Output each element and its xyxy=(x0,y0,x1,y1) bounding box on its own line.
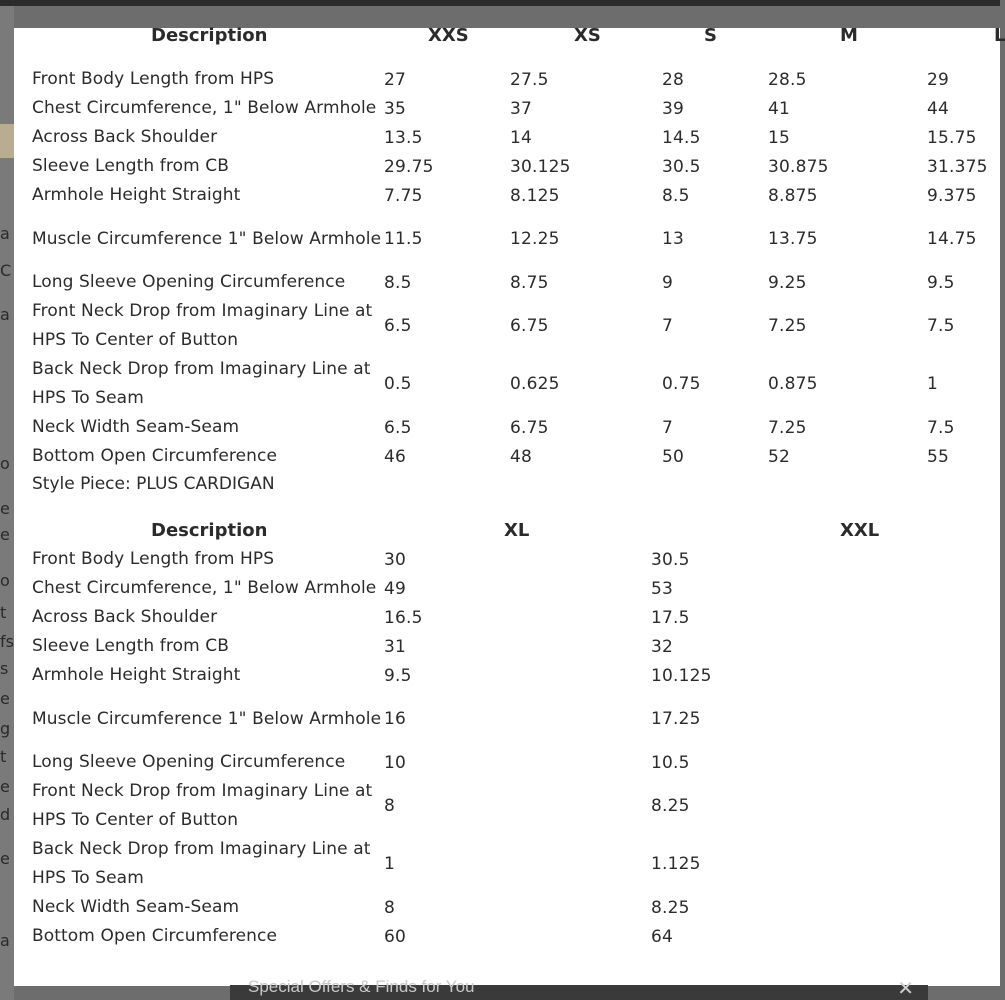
measurement-value: 13.5 xyxy=(384,127,423,148)
measurement-value: 1 xyxy=(384,854,396,874)
measurement-value: 6.75 xyxy=(510,316,549,336)
measurement-value: 13 xyxy=(662,229,685,249)
table-row xyxy=(14,210,1000,268)
measurement-value: 6.5 xyxy=(384,316,412,336)
measurement-value: 41 xyxy=(768,98,791,119)
background-text-fragment: e xyxy=(0,777,10,796)
column-header-description: Description xyxy=(151,25,268,46)
measurement-value: 8.25 xyxy=(651,897,690,918)
measurement-value: 14 xyxy=(510,127,533,148)
background-text-fragment: a xyxy=(0,224,10,243)
measurement-description: Back Neck Drop from Imaginary Line at HPS To Seam xyxy=(32,359,371,408)
measurement-description: Chest Circumference, 1" Below Armhole xyxy=(32,98,377,118)
background-text-fragment: g xyxy=(0,719,11,738)
measurement-value: 8.875 xyxy=(768,185,818,206)
measurement-value: 6.75 xyxy=(510,417,549,438)
measurement-value: 13.75 xyxy=(768,229,818,249)
measurement-value: 6.5 xyxy=(384,417,412,438)
background-text-fragment: e xyxy=(0,849,10,868)
table-row xyxy=(14,65,1000,94)
table-row xyxy=(14,297,1000,355)
browser-top-bar xyxy=(0,0,1000,6)
measurement-value: 7.25 xyxy=(768,417,807,438)
measurement-value: 10.5 xyxy=(651,752,690,773)
measurement-value: 8 xyxy=(384,897,396,918)
measurement-value: 8.5 xyxy=(384,272,412,293)
measurement-value: 1.125 xyxy=(651,854,701,874)
measurement-value: 30.5 xyxy=(662,156,701,177)
table-row xyxy=(14,603,1000,632)
background-text-fragment: e xyxy=(0,525,10,544)
measurement-value: 39 xyxy=(662,98,685,119)
measurement-value: 31.375 xyxy=(927,156,988,177)
measurement-value: 9.5 xyxy=(384,665,412,686)
table-row xyxy=(14,268,1000,297)
measurement-value: 44 xyxy=(927,98,950,119)
measurement-value: 1 xyxy=(927,374,939,394)
special-offers-bar[interactable] xyxy=(230,976,928,1000)
measurement-value: 32 xyxy=(651,636,674,657)
measurement-description: Front Neck Drop from Imaginary Line at HPS To Center of Button xyxy=(32,301,373,350)
measurement-value: 7.25 xyxy=(768,316,807,336)
measurement-value: 29.75 xyxy=(384,156,434,177)
measurement-description: Across Back Shoulder xyxy=(32,127,218,147)
measurement-value: 14.75 xyxy=(927,229,977,249)
measurement-description: Front Body Length from HPS xyxy=(32,549,275,569)
background-thumbnail xyxy=(0,124,14,158)
measurement-value: 11.5 xyxy=(384,229,423,249)
measurement-value: 9.25 xyxy=(768,272,807,293)
background-text-fragment: a xyxy=(0,305,10,324)
measurement-value: 14.5 xyxy=(662,127,701,148)
background-text-fragment: fs xyxy=(0,632,14,651)
column-header-description: Description xyxy=(151,520,268,541)
background-text-fragment: C xyxy=(0,261,12,280)
style-piece-label: Style Piece: PLUS CARDIGAN xyxy=(32,474,275,494)
table-row xyxy=(14,922,1000,951)
background-text-fragment: t xyxy=(0,747,7,766)
measurement-value: 27 xyxy=(384,69,407,90)
column-header-size: XXL xyxy=(840,520,880,541)
measurement-value: 35 xyxy=(384,98,407,119)
measurement-value: 30.5 xyxy=(651,549,690,570)
measurement-value: 10.125 xyxy=(651,665,712,686)
measurement-value: 37 xyxy=(510,98,533,119)
measurement-value: 7 xyxy=(662,417,674,438)
measurement-value: 64 xyxy=(651,926,674,947)
measurement-value: 55 xyxy=(927,446,950,467)
measurement-value: 53 xyxy=(651,578,674,599)
measurement-description: Neck Width Seam-Seam xyxy=(32,417,240,437)
table-row xyxy=(14,152,1000,181)
measurement-value: 60 xyxy=(384,926,407,947)
measurement-value: 7 xyxy=(662,316,674,336)
background-text-fragment: o xyxy=(0,571,10,590)
background-text-fragment: d xyxy=(0,805,11,824)
measurement-value: 27.5 xyxy=(510,69,549,90)
table-row xyxy=(14,413,1000,442)
measurement-value: 7.75 xyxy=(384,185,423,206)
close-icon[interactable]: ✕ xyxy=(897,976,914,1000)
table-row xyxy=(14,893,1000,922)
measurement-description: Bottom Open Circumference xyxy=(32,446,278,466)
measurement-value: 15.75 xyxy=(927,127,977,148)
measurement-description: Muscle Circumference 1" Below Armhole xyxy=(32,228,382,249)
measurement-description: Sleeve Length from CB xyxy=(32,156,229,176)
column-header-size: XS xyxy=(574,25,601,46)
column-header-size: S xyxy=(704,25,717,46)
measurement-description: Front Body Length from HPS xyxy=(32,69,275,89)
measurement-value: 7.5 xyxy=(927,417,955,438)
measurement-value: 50 xyxy=(662,446,685,467)
background-text-fragment: a xyxy=(0,931,10,950)
column-header-size: XL xyxy=(504,520,530,541)
table-row xyxy=(14,442,1000,471)
measurement-value: 10 xyxy=(384,752,407,773)
measurement-description: Across Back Shoulder xyxy=(32,607,218,627)
measurement-value: 28 xyxy=(662,69,685,90)
measurement-value: 0.625 xyxy=(510,374,560,394)
background-text-fragment: e xyxy=(0,689,10,708)
measurement-value: 30 xyxy=(384,549,407,570)
measurement-value: 16.5 xyxy=(384,607,423,628)
measurement-value: 30.875 xyxy=(768,156,829,177)
measurement-description: Long Sleeve Opening Circumference xyxy=(32,752,346,772)
measurement-value: 0.875 xyxy=(768,374,818,394)
measurement-value: 29 xyxy=(927,69,950,90)
measurement-description: Long Sleeve Opening Circumference xyxy=(32,272,346,292)
background-text-fragment: e xyxy=(0,499,10,518)
measurement-value: 12.25 xyxy=(510,229,560,249)
measurement-value: 31 xyxy=(384,636,407,657)
table-row xyxy=(14,661,1000,690)
measurement-value: 30.125 xyxy=(510,156,571,177)
table-row xyxy=(14,545,1000,574)
table-row xyxy=(14,690,1000,748)
measurement-description: Front Neck Drop from Imaginary Line at HPS To Center of Button xyxy=(32,781,373,830)
measurement-value: 7.5 xyxy=(927,316,955,336)
column-header-size: M xyxy=(840,25,858,46)
table-row xyxy=(14,123,1000,152)
measurement-value: 8.125 xyxy=(510,185,560,206)
measurement-value: 17.5 xyxy=(651,607,690,628)
measurement-value: 8.5 xyxy=(662,185,690,206)
measurement-description: Bottom Open Circumference xyxy=(32,926,278,946)
measurement-value: 0.5 xyxy=(384,374,412,394)
measurement-description: Back Neck Drop from Imaginary Line at HPS To Seam xyxy=(32,839,371,888)
measurement-value: 8 xyxy=(384,796,396,816)
table-row xyxy=(14,748,1000,777)
measurement-description: Sleeve Length from CB xyxy=(32,636,229,656)
measurement-value: 52 xyxy=(768,446,791,467)
table-header-row xyxy=(14,21,1005,50)
measurement-description: Chest Circumference, 1" Below Armhole xyxy=(32,578,377,598)
measurement-value: 48 xyxy=(510,446,533,467)
measurement-value: 9 xyxy=(662,272,674,293)
background-text-fragment: t xyxy=(0,603,7,622)
table-row xyxy=(14,574,1000,603)
table-header-row xyxy=(14,516,1000,545)
table-row xyxy=(14,835,1000,893)
background-text-fragment: o xyxy=(0,454,10,473)
measurement-description: Neck Width Seam-Seam xyxy=(32,897,240,917)
measurement-description: Muscle Circumference 1" Below Armhole xyxy=(32,708,382,729)
measurement-value: 17.25 xyxy=(651,709,701,729)
measurement-value: 0.75 xyxy=(662,374,701,394)
measurement-value: 46 xyxy=(384,446,407,467)
background-text-fragment: s xyxy=(0,659,9,678)
measurement-value: 8.75 xyxy=(510,272,549,293)
table-row xyxy=(14,181,1000,210)
table-row xyxy=(14,632,1000,661)
special-offers-text: Special Offers & Finds for You xyxy=(248,977,475,996)
measurement-value: 49 xyxy=(384,578,407,599)
measurement-value: 15 xyxy=(768,127,791,148)
size-chart-modal xyxy=(14,25,1005,986)
measurement-value: 28.5 xyxy=(768,69,807,90)
measurement-value: 9.5 xyxy=(927,272,955,293)
measurement-description: Armhole Height Straight xyxy=(32,665,241,685)
column-header-size: XXS xyxy=(428,25,469,46)
column-header-size: L xyxy=(994,25,1005,46)
table-row xyxy=(14,355,1000,413)
measurement-value: 9.375 xyxy=(927,185,977,206)
measurement-description: Armhole Height Straight xyxy=(32,185,241,205)
table-row xyxy=(14,777,1000,835)
measurement-value: 8.25 xyxy=(651,796,690,816)
table-row xyxy=(14,94,1000,123)
measurement-value: 16 xyxy=(384,709,407,729)
